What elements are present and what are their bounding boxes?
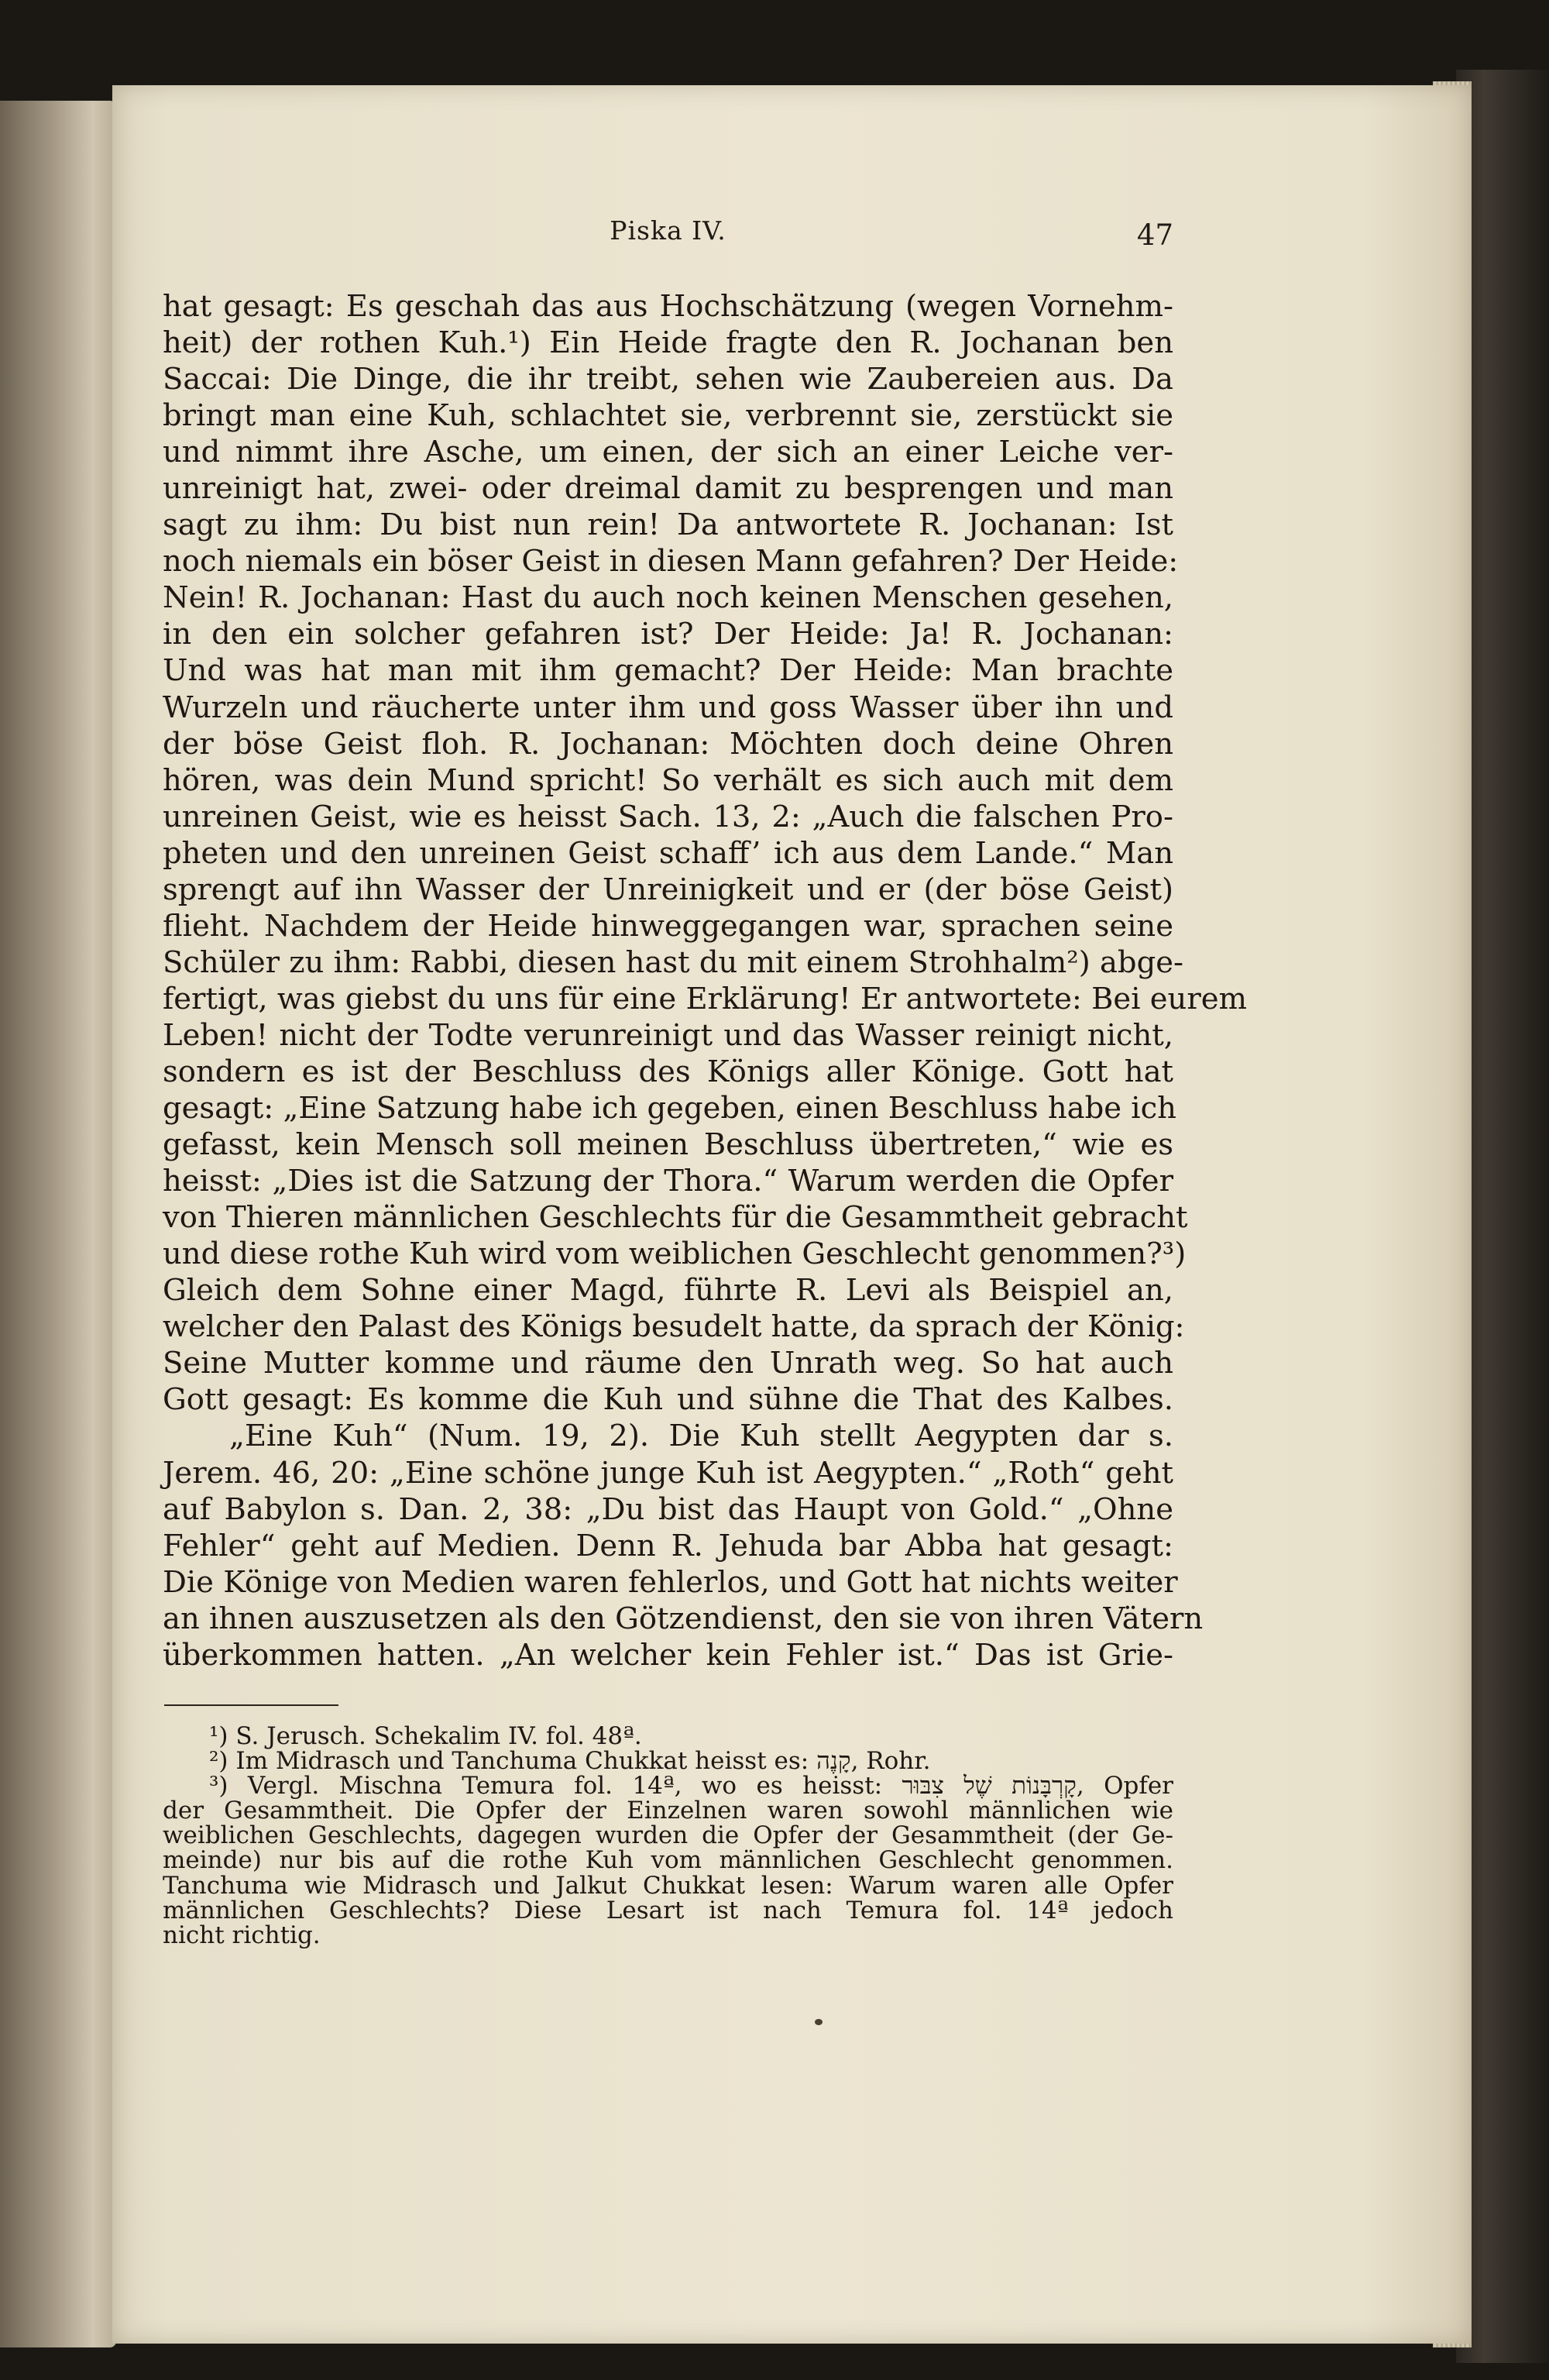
text-line: überkommen hatten. „An welcher kein Fehler ist.“ Das ist Grie- (163, 1637, 1173, 1673)
running-head-title: Piska IV. (610, 215, 726, 246)
running-head (163, 215, 1173, 254)
text-line: Nein! R. Jochanan: Hast du auch noch keinen Menschen gesehen, (163, 580, 1173, 616)
text-line: hören, was dein Mund spricht! So verhält es sich auch mit dem (163, 762, 1173, 798)
text-line: heit) der rothen Kuh.¹) Ein Heide fragte den R. Jochanan ben (163, 325, 1173, 361)
text-line: an ihnen auszusetzen als den Götzendienst, den sie von ihren Vätern (163, 1601, 1204, 1636)
text-line: sprengt auf ihn Wasser der Unreinigkeit und er (der böse Geist) (163, 872, 1173, 907)
footnotes (163, 1724, 1173, 1948)
text-line: heisst: „Dies ist die Satzung der Thora.“ Warum werden die Opfer (163, 1164, 1173, 1199)
footnote-line: nicht richtig. (163, 1921, 321, 1949)
left-page-edge (0, 101, 116, 2347)
text-line: „Eine Kuh“ (Num. 19, 2). Die Kuh stellt Aegypten dar s. (229, 1419, 1173, 1454)
footnote-line: meinde) nur bis auf die rothe Kuh vom männlichen Geschlecht genommen. (163, 1846, 1173, 1875)
text-line: von Thieren männlichen Geschlechts für die Gesammtheit gebracht (163, 1200, 1188, 1236)
text-line: Gott gesagt: Es komme die Kuh und sühne die That des Kalbes. (163, 1382, 1173, 1418)
text-line: Saccai: Die Dinge, die ihr treibt, sehen wie Zaubereien aus. Da (163, 362, 1173, 397)
text-line: Fehler“ geht auf Medien. Denn R. Jehuda bar Abba hat gesagt: (163, 1528, 1173, 1563)
text-line: unreinen Geist, wie es heisst Sach. 13, 2: „Auch die falschen Pro- (163, 799, 1173, 834)
text-line: noch niemals ein böser Geist in diesen Mann gefahren? Der Heide: (163, 544, 1179, 580)
footnote-line: weiblichen Geschlechts, dagegen wurden die Opfer der Gesammtheit (der Ge- (163, 1821, 1173, 1850)
footnote-line: der Gesammtheit. Die Opfer der Einzelnen waren sowohl männlichen wie (163, 1797, 1173, 1825)
text-line: fertigt, was giebst du uns für eine Erklärung! Er antwortete: Bei eurem (163, 981, 1248, 1016)
text-line: sondern es ist der Beschluss des Königs aller Könige. Gott hat (163, 1054, 1173, 1089)
text-line: sagt zu ihm: Du bist nun rein! Da antwortete R. Jochanan: Ist (163, 507, 1173, 543)
text-line: Schüler zu ihm: Rabbi, diesen hast du mit einem Strohhalm²) abge- (163, 944, 1184, 980)
text-line: hat gesagt: Es geschah das aus Hochschätzung (wegen Vornehm- (163, 289, 1173, 324)
text-line: flieht. Nachdem der Heide hinweggegangen war, sprachen seine (163, 908, 1173, 944)
text-line: unreinigt hat, zwei- oder dreimal damit zu besprengen und man (163, 471, 1173, 507)
text-line: und diese rothe Kuh wird vom weiblichen Geschlecht genommen?³) (163, 1236, 1187, 1272)
footnote-line: ¹) S. Jerusch. Schekalim IV. fol. 48ª. (209, 1722, 642, 1750)
paper-speck (815, 2019, 823, 2025)
text-line: gesagt: „Eine Satzung habe ich gegeben, einen Beschluss habe ich (163, 1091, 1176, 1126)
page-number: 47 (1136, 218, 1173, 252)
footnote-line: männlichen Geschlechts? Diese Lesart ist nach Temura fol. 14ª jedoch (163, 1896, 1173, 1924)
text-line: der böse Geist floh. R. Jochanan: Möchten doch deine Ohren (163, 726, 1173, 762)
text-line: Und was hat man mit ihm gemacht? Der Heide: Man brachte (163, 653, 1173, 689)
text-line: auf Babylon s. Dan. 2, 38: „Du bist das Haupt von Gold.“ „Ohne (163, 1491, 1173, 1527)
text-line: bringt man eine Kuh, schlachtet sie, verbrennt sie, zerstückt sie (163, 398, 1173, 434)
text-line: Seine Mutter komme und räume den Unrath weg. So hat auch (163, 1346, 1173, 1381)
text-line: in den ein solcher gefahren ist? Der Heide: Ja! R. Jochanan: (163, 617, 1173, 652)
text-line: pheten und den unreinen Geist schaff’ ich aus dem Lande.“ Man (163, 835, 1173, 871)
text-line: Jerem. 46, 20: „Eine schöne junge Kuh ist Aegypten.“ „Roth“ geht (163, 1455, 1173, 1491)
footnote-line: ²) Im Midrasch und Tanchuma Chukkat heisst es: קָנֶה, Rohr. (209, 1747, 931, 1776)
text-line: Die Könige von Medien waren fehlerlos, und Gott hat nichts weiter (163, 1564, 1178, 1600)
footnote-line: Tanchuma wie Midrasch und Jalkut Chukkat lesen: Warum waren alle Opfer (163, 1871, 1173, 1900)
text-line: welcher den Palast des Königs besudelt hatte, da sprach der König: (163, 1309, 1185, 1345)
text-line: Wurzeln und räucherte unter ihm und goss Wasser über ihn und (163, 690, 1173, 725)
text-line: Gleich dem Sohne einer Magd, führte R. Levi als Beispiel an, (163, 1273, 1173, 1309)
text-line: gefasst, kein Mensch soll meinen Beschluss übertreten,“ wie es (163, 1127, 1173, 1163)
text-line: und nimmt ihre Asche, um einen, der sich an einer Leiche ver- (163, 435, 1173, 470)
body-text (163, 288, 1248, 1673)
text-line: Leben! nicht der Todte verunreinigt und das Wasser reinigt nicht, (163, 1017, 1173, 1053)
footnote-rule (164, 1704, 338, 1706)
footnote-line: ³) Vergl. Mischna Temura fol. 14ª, wo es heisst: קָרְבָּנוֹת שֶׁל צִבּוּר, Opfer (209, 1772, 1173, 1800)
